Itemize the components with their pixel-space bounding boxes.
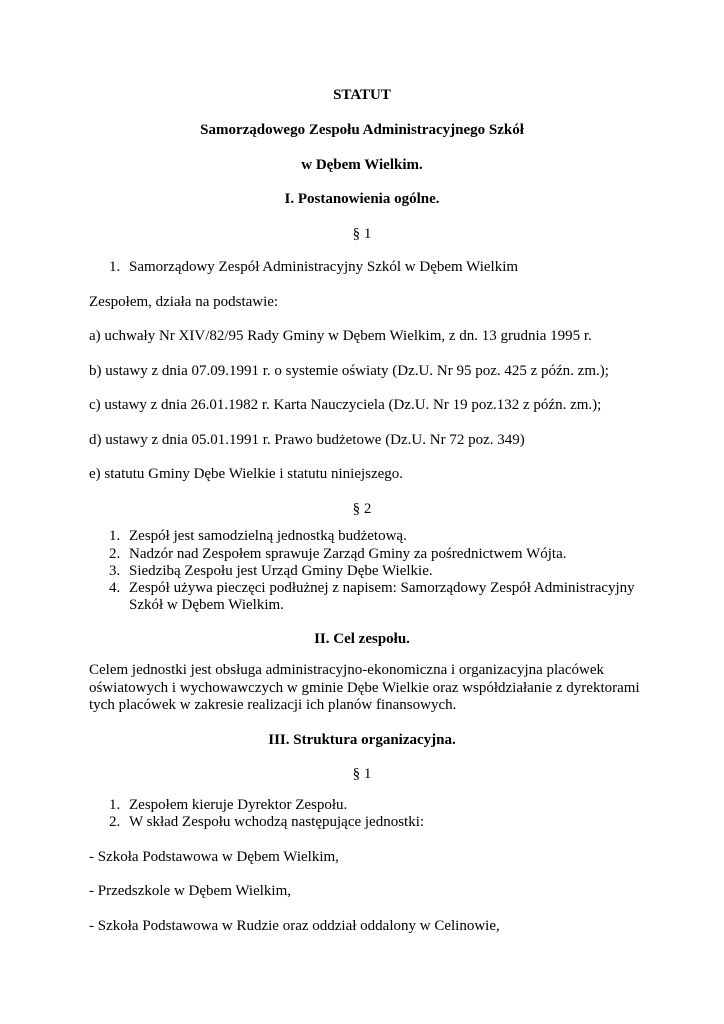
list-item-text: W skład Zespołu wchodzą następujące jednostki: — [129, 814, 425, 830]
list-item-text: Zespół jest samodzielną jednostką budżetową. — [129, 528, 407, 544]
list-item-text: Zespół używa pieczęci podłużnej z napisem: Samorządowy Zespół Administracyjny — [129, 580, 635, 596]
list-item-number: 2. — [109, 546, 121, 562]
basis-item-a: a) uchwały Nr XIV/82/95 Rady Gminy w Dębem Wielkim, z dn. 13 grudnia 1995 r. — [89, 328, 592, 344]
section-2-paragraph-line: tych placówek w zakresie realizacji ich planów finansowych. — [89, 697, 457, 713]
list-item-text: Nadzór nad Zespołem sprawuje Zarząd Gminy za pośrednictwem Wójta. — [129, 546, 567, 562]
section-1-heading: I. Postanowienia ogólne. — [284, 191, 440, 207]
list-item-number: 3. — [109, 563, 121, 579]
unit-item: - Szkoła Podstawowa w Dębem Wielkim, — [89, 849, 339, 865]
section-3-paragraph-1-label: § 1 — [352, 766, 372, 782]
document-title: STATUT — [333, 87, 391, 103]
basis-item-c: c) ustawy z dnia 26.01.1982 r. Karta Nauczyciela (Dz.U. Nr 19 poz.132 z późn. zm.); — [89, 397, 602, 413]
basis-intro: Zespołem, działa na podstawie: — [89, 294, 279, 310]
list-item-text: Samorządowy Zespół Administracyjny Szkól w Dębem Wielkim — [129, 259, 519, 275]
section-2-paragraph-line: oświatowych i wychowawczych w gminie Dębe Wielkie oraz współdziałanie z dyrektorami — [89, 680, 640, 696]
unit-item: - Przedszkole w Dębem Wielkim, — [89, 883, 291, 899]
basis-item-d: d) ustawy z dnia 05.01.1991 r. Prawo budżetowe (Dz.U. Nr 72 poz. 349) — [89, 432, 525, 448]
list-item-number: 4. — [109, 580, 121, 596]
section-2-paragraph-line: Celem jednostki jest obsługa administracyjno-ekonomiczna i organizacyjna placówek — [89, 662, 604, 678]
list-item-number: 1. — [109, 528, 121, 544]
list-item-number: 2. — [109, 814, 121, 830]
section-1-paragraph-1-label: § 1 — [352, 226, 372, 242]
basis-item-e: e) statutu Gminy Dębe Wielkie i statutu niniejszego. — [89, 466, 404, 482]
section-1-paragraph-2-label: § 2 — [352, 501, 372, 517]
list-item-text: Zespołem kieruje Dyrektor Zespołu. — [129, 797, 348, 813]
document-subtitle-line-2: w Dębem Wielkim. — [301, 157, 423, 173]
list-item-text: Siedzibą Zespołu jest Urząd Gminy Dębe Wielkie. — [129, 563, 433, 579]
unit-item: - Szkoła Podstawowa w Rudzie oraz oddział oddalony w Celinowie, — [89, 918, 500, 934]
list-item-number: 1. — [109, 797, 121, 813]
list-item-number: 1. — [109, 259, 121, 275]
document-subtitle-line-1: Samorządowego Zespołu Administracyjnego Szkół — [200, 122, 524, 138]
basis-item-b: b) ustawy z dnia 07.09.1991 r. o systemie oświaty (Dz.U. Nr 95 poz. 425 z późn. zm.); — [89, 363, 609, 379]
list-item-text-continuation: Szkół w Dębem Wielkim. — [129, 597, 284, 613]
section-3-heading: III. Struktura organizacyjna. — [268, 732, 456, 748]
section-2-heading: II. Cel zespołu. — [314, 631, 410, 647]
